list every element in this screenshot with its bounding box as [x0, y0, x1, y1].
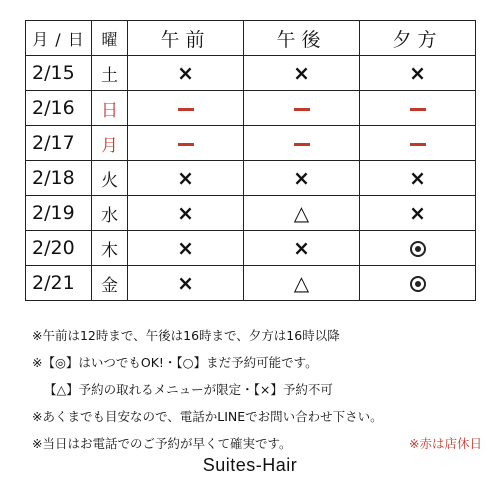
available-anytime-icon — [410, 241, 426, 257]
schedule-row — [26, 126, 476, 161]
slot-evening — [360, 91, 476, 126]
unavailable-icon: × — [177, 61, 194, 85]
header-date: 月 / 日 — [26, 21, 92, 56]
slot-evening — [360, 196, 476, 231]
slot-morning — [128, 56, 244, 91]
note-same-day — [32, 430, 482, 457]
closed-dash-icon — [294, 143, 310, 146]
note-hours: ※午前は12時まで、午後は16時まで、夕方は16時以降 — [32, 328, 340, 343]
note-legend-limited: 【△】予約の取れるメニューが限定・【×】予約不可 — [44, 382, 333, 397]
schedule-row — [26, 56, 476, 91]
unavailable-icon: × — [177, 201, 194, 225]
schedule-table — [25, 20, 476, 301]
limited-icon: △ — [293, 271, 310, 295]
slot-morning — [128, 126, 244, 161]
unavailable-icon: × — [177, 166, 194, 190]
header-morning: 午前 — [128, 21, 244, 56]
slot-morning — [128, 231, 244, 266]
unavailable-icon: × — [293, 166, 310, 190]
slot-afternoon — [244, 196, 360, 231]
header-dow: 曜 — [92, 21, 128, 56]
row-day-of-week: 金 — [92, 266, 128, 301]
slot-morning — [128, 91, 244, 126]
unavailable-icon: × — [177, 271, 194, 295]
slot-evening — [360, 231, 476, 266]
note-closed-days: ※赤は店休日 — [409, 436, 482, 451]
note-contact: ※あくまでも目安なので、電話かLINEでお問い合わせ下さい。 — [32, 409, 383, 424]
notes — [32, 322, 482, 457]
row-day-of-week: 火 — [92, 161, 128, 196]
row-day-of-week: 水 — [92, 196, 128, 231]
slot-afternoon — [244, 266, 360, 301]
limited-icon: △ — [293, 201, 310, 225]
slot-morning — [128, 161, 244, 196]
unavailable-icon: × — [293, 236, 310, 260]
closed-dash-icon — [410, 108, 426, 111]
row-day-of-week: 月 — [92, 126, 128, 161]
row-date: 2/17 — [26, 126, 92, 161]
row-day-of-week: 木 — [92, 231, 128, 266]
slot-evening — [360, 161, 476, 196]
row-date: 2/16 — [26, 91, 92, 126]
slot-afternoon — [244, 126, 360, 161]
schedule-row — [26, 231, 476, 266]
brand-name: Suites-Hair — [202, 455, 298, 475]
unavailable-icon: × — [409, 61, 426, 85]
row-day-of-week: 土 — [92, 56, 128, 91]
row-date: 2/18 — [26, 161, 92, 196]
slot-afternoon — [244, 231, 360, 266]
row-date: 2/21 — [26, 266, 92, 301]
slot-afternoon — [244, 91, 360, 126]
row-day-of-week: 日 — [92, 91, 128, 126]
unavailable-icon: × — [409, 166, 426, 190]
slot-morning — [128, 266, 244, 301]
row-date: 2/19 — [26, 196, 92, 231]
closed-dash-icon — [410, 143, 426, 146]
closed-dash-icon — [178, 143, 194, 146]
unavailable-icon: × — [409, 201, 426, 225]
row-date: 2/20 — [26, 231, 92, 266]
closed-dash-icon — [294, 108, 310, 111]
slot-afternoon — [244, 161, 360, 196]
schedule-row — [26, 196, 476, 231]
header-afternoon: 午後 — [244, 21, 360, 56]
note-same-day-text: ※当日はお電話でのご予約が早くて確実です。 — [32, 436, 292, 451]
note-legend-ok: ※【◎】はいつでもOK!・【○】まだ予約可能です。 — [32, 355, 318, 370]
unavailable-icon: × — [293, 61, 310, 85]
schedule-row — [26, 266, 476, 301]
header-row — [26, 21, 476, 56]
header-evening: 夕方 — [360, 21, 476, 56]
row-date: 2/15 — [26, 56, 92, 91]
slot-evening — [360, 56, 476, 91]
slot-evening — [360, 126, 476, 161]
slot-afternoon — [244, 56, 360, 91]
schedule-row — [26, 161, 476, 196]
closed-dash-icon — [178, 108, 194, 111]
available-anytime-icon — [410, 276, 426, 292]
unavailable-icon: × — [177, 236, 194, 260]
schedule-row — [26, 91, 476, 126]
slot-evening — [360, 266, 476, 301]
slot-morning — [128, 196, 244, 231]
